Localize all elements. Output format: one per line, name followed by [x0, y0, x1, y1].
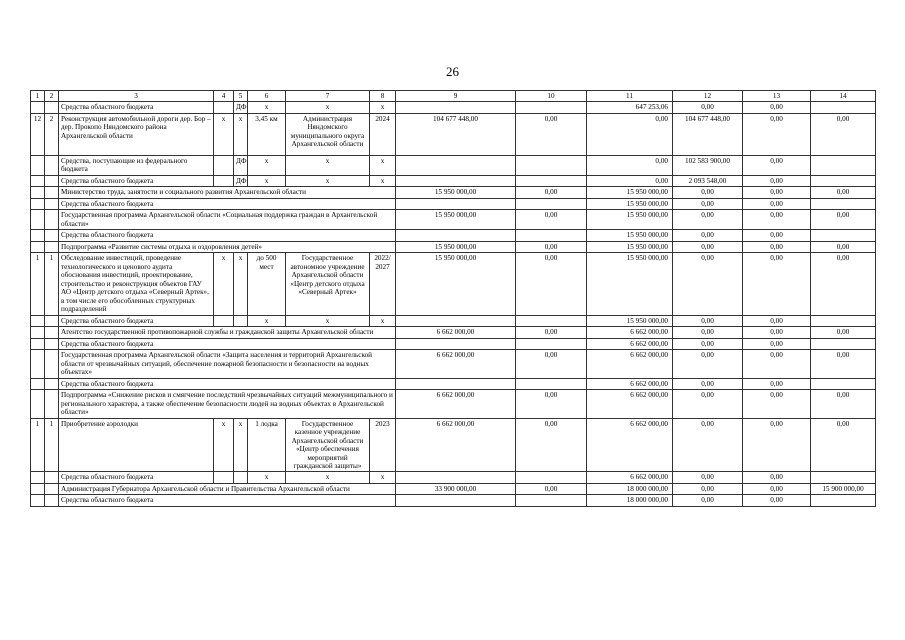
row-name: Средства областного бюджета	[59, 102, 214, 113]
cell: ДФ	[234, 175, 248, 186]
row-name: Средства областного бюджета	[59, 175, 214, 186]
cell: 15 950 000,00	[396, 253, 516, 315]
table-row	[31, 327, 876, 338]
cell: 33 900 000,00	[396, 483, 516, 494]
row-name: Агентство государственной противопожарной службы и гражданской защиты Архангельской области	[59, 327, 396, 338]
header-cell: 8	[370, 91, 396, 102]
header-cell: 9	[396, 91, 516, 102]
table-row	[31, 315, 876, 326]
cell: 0,00	[811, 187, 876, 198]
cell: 15 950 000,00	[587, 241, 673, 252]
cell: ДФ	[234, 102, 248, 113]
header-cell: 14	[811, 91, 876, 102]
cell: 0,00	[811, 418, 876, 472]
row-name: Реконструкция автомобильной дороги дер. Бор – дер. Прокопо Няндомского района Архангельской области	[59, 113, 214, 155]
cell: 0,00	[743, 187, 811, 198]
cell: 2024	[370, 113, 396, 155]
cell: 0,00	[516, 418, 587, 472]
cell: 0,00	[811, 210, 876, 230]
cell: 102 583 900,00	[673, 155, 743, 175]
cell: 0,00	[673, 483, 743, 494]
cell: х	[248, 155, 286, 175]
cell: 15 950 000,00	[396, 210, 516, 230]
cell: 104 677 448,00	[673, 113, 743, 155]
cell: 1	[31, 253, 45, 315]
cell: х	[286, 102, 370, 113]
cell: 0,00	[587, 155, 673, 175]
table-row	[31, 155, 876, 175]
cell: 15 900 000,00	[811, 483, 876, 494]
cell: 0,00	[516, 113, 587, 155]
header-row	[31, 91, 876, 102]
header-cell: 4	[214, 91, 234, 102]
cell: 6 662 000,00	[396, 418, 516, 472]
table-row	[31, 241, 876, 252]
row-name: Обследование инвестиций, проведение технологического и ценового аудита обоснования инвестиций, проектирование, строительство и реконструкция объектов ГАУ АО «Центр детского отдыха «Северный Артек», в том числе его обособленных структурных подразделений	[59, 253, 214, 315]
cell: 15 950 000,00	[587, 187, 673, 198]
cell: 6 662 000,00	[587, 390, 673, 418]
table-row	[31, 187, 876, 198]
row-name: Средства областного бюджета	[59, 472, 214, 483]
header-cell: 1	[31, 91, 45, 102]
cell: 0,00	[743, 210, 811, 230]
cell: х	[370, 155, 396, 175]
header-cell: 6	[248, 91, 286, 102]
cell: 15 950 000,00	[587, 253, 673, 315]
cell: х	[234, 418, 248, 472]
page-number: 26	[446, 64, 459, 79]
cell: 647 253,06	[587, 102, 673, 113]
row-name: Средства областного бюджета	[59, 315, 214, 326]
table-row	[31, 483, 876, 494]
header-cell: 12	[673, 91, 743, 102]
row-name: Средства областного бюджета	[59, 378, 396, 389]
cell: 0,00	[673, 198, 743, 209]
table-row	[31, 495, 876, 506]
cell: 0,00	[673, 350, 743, 378]
header-cell: 11	[587, 91, 673, 102]
cell: 0,00	[743, 327, 811, 338]
cell: 6 662 000,00	[587, 338, 673, 349]
cell: х	[248, 315, 286, 326]
cell: 0,00	[587, 175, 673, 186]
table-row	[31, 210, 876, 230]
cell: х	[286, 315, 370, 326]
table-row	[31, 102, 876, 113]
cell: 0,00	[743, 175, 811, 186]
cell: 0,00	[516, 253, 587, 315]
row-name: Средства областного бюджета	[59, 198, 396, 209]
row-name: Министерство труда, занятости и социального развития Архангельской области	[59, 187, 396, 198]
cell: 1	[45, 253, 59, 315]
cell: х	[370, 472, 396, 483]
table-row	[31, 175, 876, 186]
row-name: Подпрограмма «Снижение рисков и смягчение последствий чрезвычайных ситуаций межмуниципального и регионального характера, а также обеспечение безопасности людей на водных объектах в Архангельской области»	[59, 390, 396, 418]
cell: 0,00	[673, 418, 743, 472]
cell: 0,00	[811, 390, 876, 418]
cell: 0,00	[673, 102, 743, 113]
cell: х	[286, 175, 370, 186]
row-name: Государственная программа Архангельской области «Социальная поддержка граждан в Архангельской области»	[59, 210, 396, 230]
cell: х	[234, 113, 248, 155]
cell: 0,00	[743, 155, 811, 175]
header-cell: 3	[59, 91, 214, 102]
cell: 0,00	[811, 350, 876, 378]
cell: 18 000 000,00	[587, 495, 673, 506]
header-cell: 7	[286, 91, 370, 102]
cell: 0,00	[743, 338, 811, 349]
cell: х	[370, 175, 396, 186]
cell: 0,00	[673, 378, 743, 389]
cell: 6 662 000,00	[396, 327, 516, 338]
cell: 0,00	[673, 327, 743, 338]
cell: 1	[31, 418, 45, 472]
cell: 0,00	[516, 390, 587, 418]
cell: 0,00	[743, 230, 811, 241]
cell: 0,00	[516, 327, 587, 338]
cell: 0,00	[673, 210, 743, 230]
cell: 0,00	[811, 241, 876, 252]
cell: 6 662 000,00	[587, 378, 673, 389]
cell: 18 000 000,00	[587, 483, 673, 494]
cell: х	[248, 102, 286, 113]
cell: Администрация Няндомского муниципального округа Архангельской области	[286, 113, 370, 155]
cell: х	[248, 472, 286, 483]
cell: 0,00	[516, 210, 587, 230]
table-row	[31, 253, 876, 315]
cell: 0,00	[587, 113, 673, 155]
row-name: Средства областного бюджета	[59, 495, 396, 506]
cell: 6 662 000,00	[587, 327, 673, 338]
table-row	[31, 230, 876, 241]
table-row	[31, 350, 876, 378]
cell: 15 950 000,00	[396, 187, 516, 198]
cell: 0,00	[516, 187, 587, 198]
cell: 2023	[370, 418, 396, 472]
cell: Государственное автономное учреждение Архангельской области «Центр детского отдыха «Северный Артек»	[286, 253, 370, 315]
cell: до 500 мест	[248, 253, 286, 315]
table-row	[31, 198, 876, 209]
cell: 2	[45, 113, 59, 155]
cell: 0,00	[673, 253, 743, 315]
cell: 15 950 000,00	[587, 315, 673, 326]
cell: 0,00	[673, 495, 743, 506]
cell: х	[286, 155, 370, 175]
cell: 0,00	[743, 113, 811, 155]
cell: 0,00	[516, 241, 587, 252]
cell: 15 950 000,00	[587, 198, 673, 209]
cell: 1 лодка	[248, 418, 286, 472]
cell: 0,00	[743, 472, 811, 483]
cell: 15 950 000,00	[587, 210, 673, 230]
cell: 0,00	[673, 241, 743, 252]
cell: х	[234, 253, 248, 315]
row-name: Средства областного бюджета	[59, 338, 396, 349]
cell: 0,00	[673, 390, 743, 418]
cell: 0,00	[811, 253, 876, 315]
header-cell: 5	[234, 91, 248, 102]
row-name: Средства, поступающие из федерального бюджета	[59, 155, 214, 175]
cell: 6 662 000,00	[396, 350, 516, 378]
header-cell: 10	[516, 91, 587, 102]
cell: 0,00	[743, 241, 811, 252]
header-cell: 2	[45, 91, 59, 102]
cell: 1	[45, 418, 59, 472]
table-row	[31, 472, 876, 483]
table-row	[31, 338, 876, 349]
cell: х	[286, 472, 370, 483]
cell: 6 662 000,00	[396, 390, 516, 418]
cell: 0,00	[743, 418, 811, 472]
cell: х	[214, 113, 234, 155]
cell: 0,00	[743, 198, 811, 209]
table-row	[31, 378, 876, 389]
row-name: Средства областного бюджета	[59, 230, 396, 241]
table-row	[31, 418, 876, 472]
row-name: Подпрограмма «Развитие системы отдыха и оздоровления детей»	[59, 241, 396, 252]
cell: 0,00	[516, 350, 587, 378]
cell: 0,00	[811, 113, 876, 155]
cell: 3,45 км	[248, 113, 286, 155]
cell: 0,00	[743, 102, 811, 113]
cell: х	[370, 102, 396, 113]
cell: 15 950 000,00	[396, 241, 516, 252]
cell: Государственное казенное учреждение Архангельской области «Центр обеспечения мероприятий гражданской защиты»	[286, 418, 370, 472]
cell: 0,00	[743, 253, 811, 315]
cell: х	[370, 315, 396, 326]
cell: х	[248, 175, 286, 186]
cell: 0,00	[516, 483, 587, 494]
cell: 0,00	[743, 483, 811, 494]
cell: 15 950 000,00	[587, 230, 673, 241]
cell: 6 662 000,00	[587, 350, 673, 378]
table-row	[31, 390, 876, 418]
cell: 0,00	[743, 390, 811, 418]
cell: 0,00	[673, 338, 743, 349]
row-name: Государственная программа Архангельской области «Защита населения и территорий Архангельской области от чрезвычайных ситуаций, обеспечение пожарной безопасности и безопасности на водных объектах»	[59, 350, 396, 378]
cell: 0,00	[673, 472, 743, 483]
cell: 6 662 000,00	[587, 472, 673, 483]
budget-table	[30, 90, 876, 507]
row-name: Приобретение аэролодки	[59, 418, 214, 472]
cell: х	[214, 253, 234, 315]
cell: 2 093 548,00	[673, 175, 743, 186]
cell: 0,00	[673, 230, 743, 241]
cell: 0,00	[743, 315, 811, 326]
row-name: Администрация Губернатора Архангельской области и Правительства Архангельской области	[59, 483, 396, 494]
cell: 0,00	[811, 327, 876, 338]
cell: 104 677 448,00	[396, 113, 516, 155]
header-cell: 13	[743, 91, 811, 102]
cell: 0,00	[673, 187, 743, 198]
cell: х	[214, 418, 234, 472]
cell: 12	[31, 113, 45, 155]
table-row	[31, 113, 876, 155]
cell: 6 662 000,00	[587, 418, 673, 472]
cell: ДФ	[234, 155, 248, 175]
cell: 2022/ 2027	[370, 253, 396, 315]
cell: 0,00	[743, 495, 811, 506]
cell: 0,00	[743, 378, 811, 389]
cell: 0,00	[743, 350, 811, 378]
cell: 0,00	[673, 315, 743, 326]
